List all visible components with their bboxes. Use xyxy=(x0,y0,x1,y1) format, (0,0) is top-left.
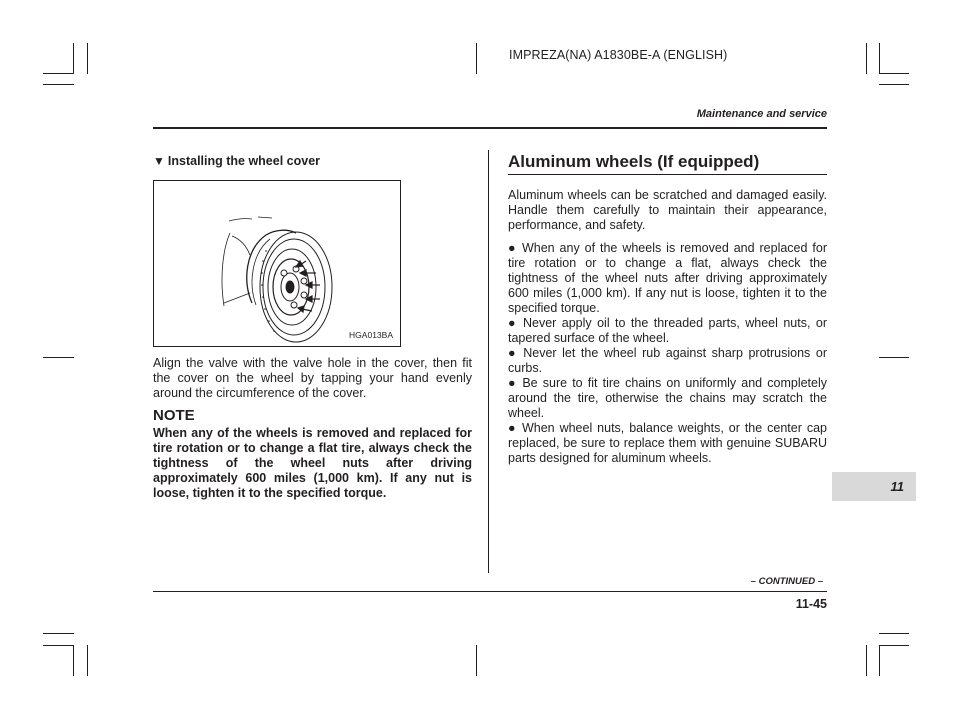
crop-mark xyxy=(43,357,74,358)
crop-mark xyxy=(73,645,74,676)
crop-mark xyxy=(879,43,880,74)
install-paragraph: Align the valve with the valve hole in the cover, then fit the cover on the wheel by tapping your hand evenly around the circumference of the cover. xyxy=(153,356,472,400)
crop-mark xyxy=(476,645,477,676)
column-divider xyxy=(488,150,489,573)
aluminum-wheels-intro: Aluminum wheels can be scratched and damaged easily. Handle them carefully to maintain their appearance, performance, and safety. xyxy=(508,188,827,232)
crop-mark xyxy=(879,84,909,85)
crop-mark xyxy=(87,645,88,676)
subheading xyxy=(153,154,320,168)
crop-mark xyxy=(476,43,477,74)
crop-mark xyxy=(43,84,74,85)
crop-mark xyxy=(43,73,74,74)
crop-mark xyxy=(43,633,74,634)
list-item: ● Never apply oil to the threaded parts, wheel nuts, or tapered surface of the wheel. xyxy=(508,316,827,345)
chapter-tab xyxy=(832,472,916,501)
page-number: 11-45 xyxy=(795,597,827,611)
chapter-number: 11 xyxy=(890,479,904,494)
list-item: ● When wheel nuts, balance weights, or the center cap replaced, be sure to replace them with genuine SUBARU parts designed for aluminum wheels. xyxy=(508,421,827,465)
continued-label: – CONTINUED – xyxy=(750,576,823,587)
note-body: When any of the wheels is removed and replaced for tire rotation or to change a flat tire, always check the tightness of the wheel nuts after driving approximately 600 miles (1,000 km). If any nut is loose, tighten it to the specified torque. xyxy=(153,426,472,500)
crop-mark xyxy=(866,43,867,74)
footer-rule xyxy=(153,591,827,592)
crop-mark xyxy=(879,73,909,74)
crop-mark xyxy=(879,357,909,358)
wheel-cover-illustration xyxy=(154,181,400,346)
triangle-marker-icon: ▼ xyxy=(153,154,165,168)
title-underline xyxy=(508,174,827,175)
header-rule xyxy=(153,127,827,129)
crop-mark xyxy=(879,633,909,634)
crop-mark xyxy=(87,43,88,74)
document-code: IMPREZA(NA) A1830BE-A (ENGLISH) xyxy=(509,48,728,62)
crop-mark xyxy=(879,645,909,646)
list-item: ● When any of the wheels is removed and replaced for tire rotation or to change a flat, always check the tightness of the wheel nuts after driving approximately 600 miles (1,000 km). If any nut is loose, tighten it to the specified torque. xyxy=(508,241,827,315)
note-title: NOTE xyxy=(153,407,195,424)
crop-mark xyxy=(879,645,880,676)
crop-mark xyxy=(43,645,74,646)
aluminum-wheels-title: Aluminum wheels (If equipped) xyxy=(508,152,760,171)
list-item: ● Be sure to fit tire chains on uniformly and completely around the tire, otherwise the chains may scratch the wheel. xyxy=(508,376,827,420)
section-title: Maintenance and service xyxy=(696,108,827,120)
crop-mark xyxy=(73,43,74,74)
subheading-text: Installing the wheel cover xyxy=(167,154,321,168)
aluminum-wheels-bullets xyxy=(508,241,827,466)
list-item: ● Never let the wheel rub against sharp protrusions or curbs. xyxy=(508,346,827,375)
figure-label: HGA013BA xyxy=(349,330,393,340)
wheel-cover-figure xyxy=(153,180,401,347)
crop-mark xyxy=(866,645,867,676)
